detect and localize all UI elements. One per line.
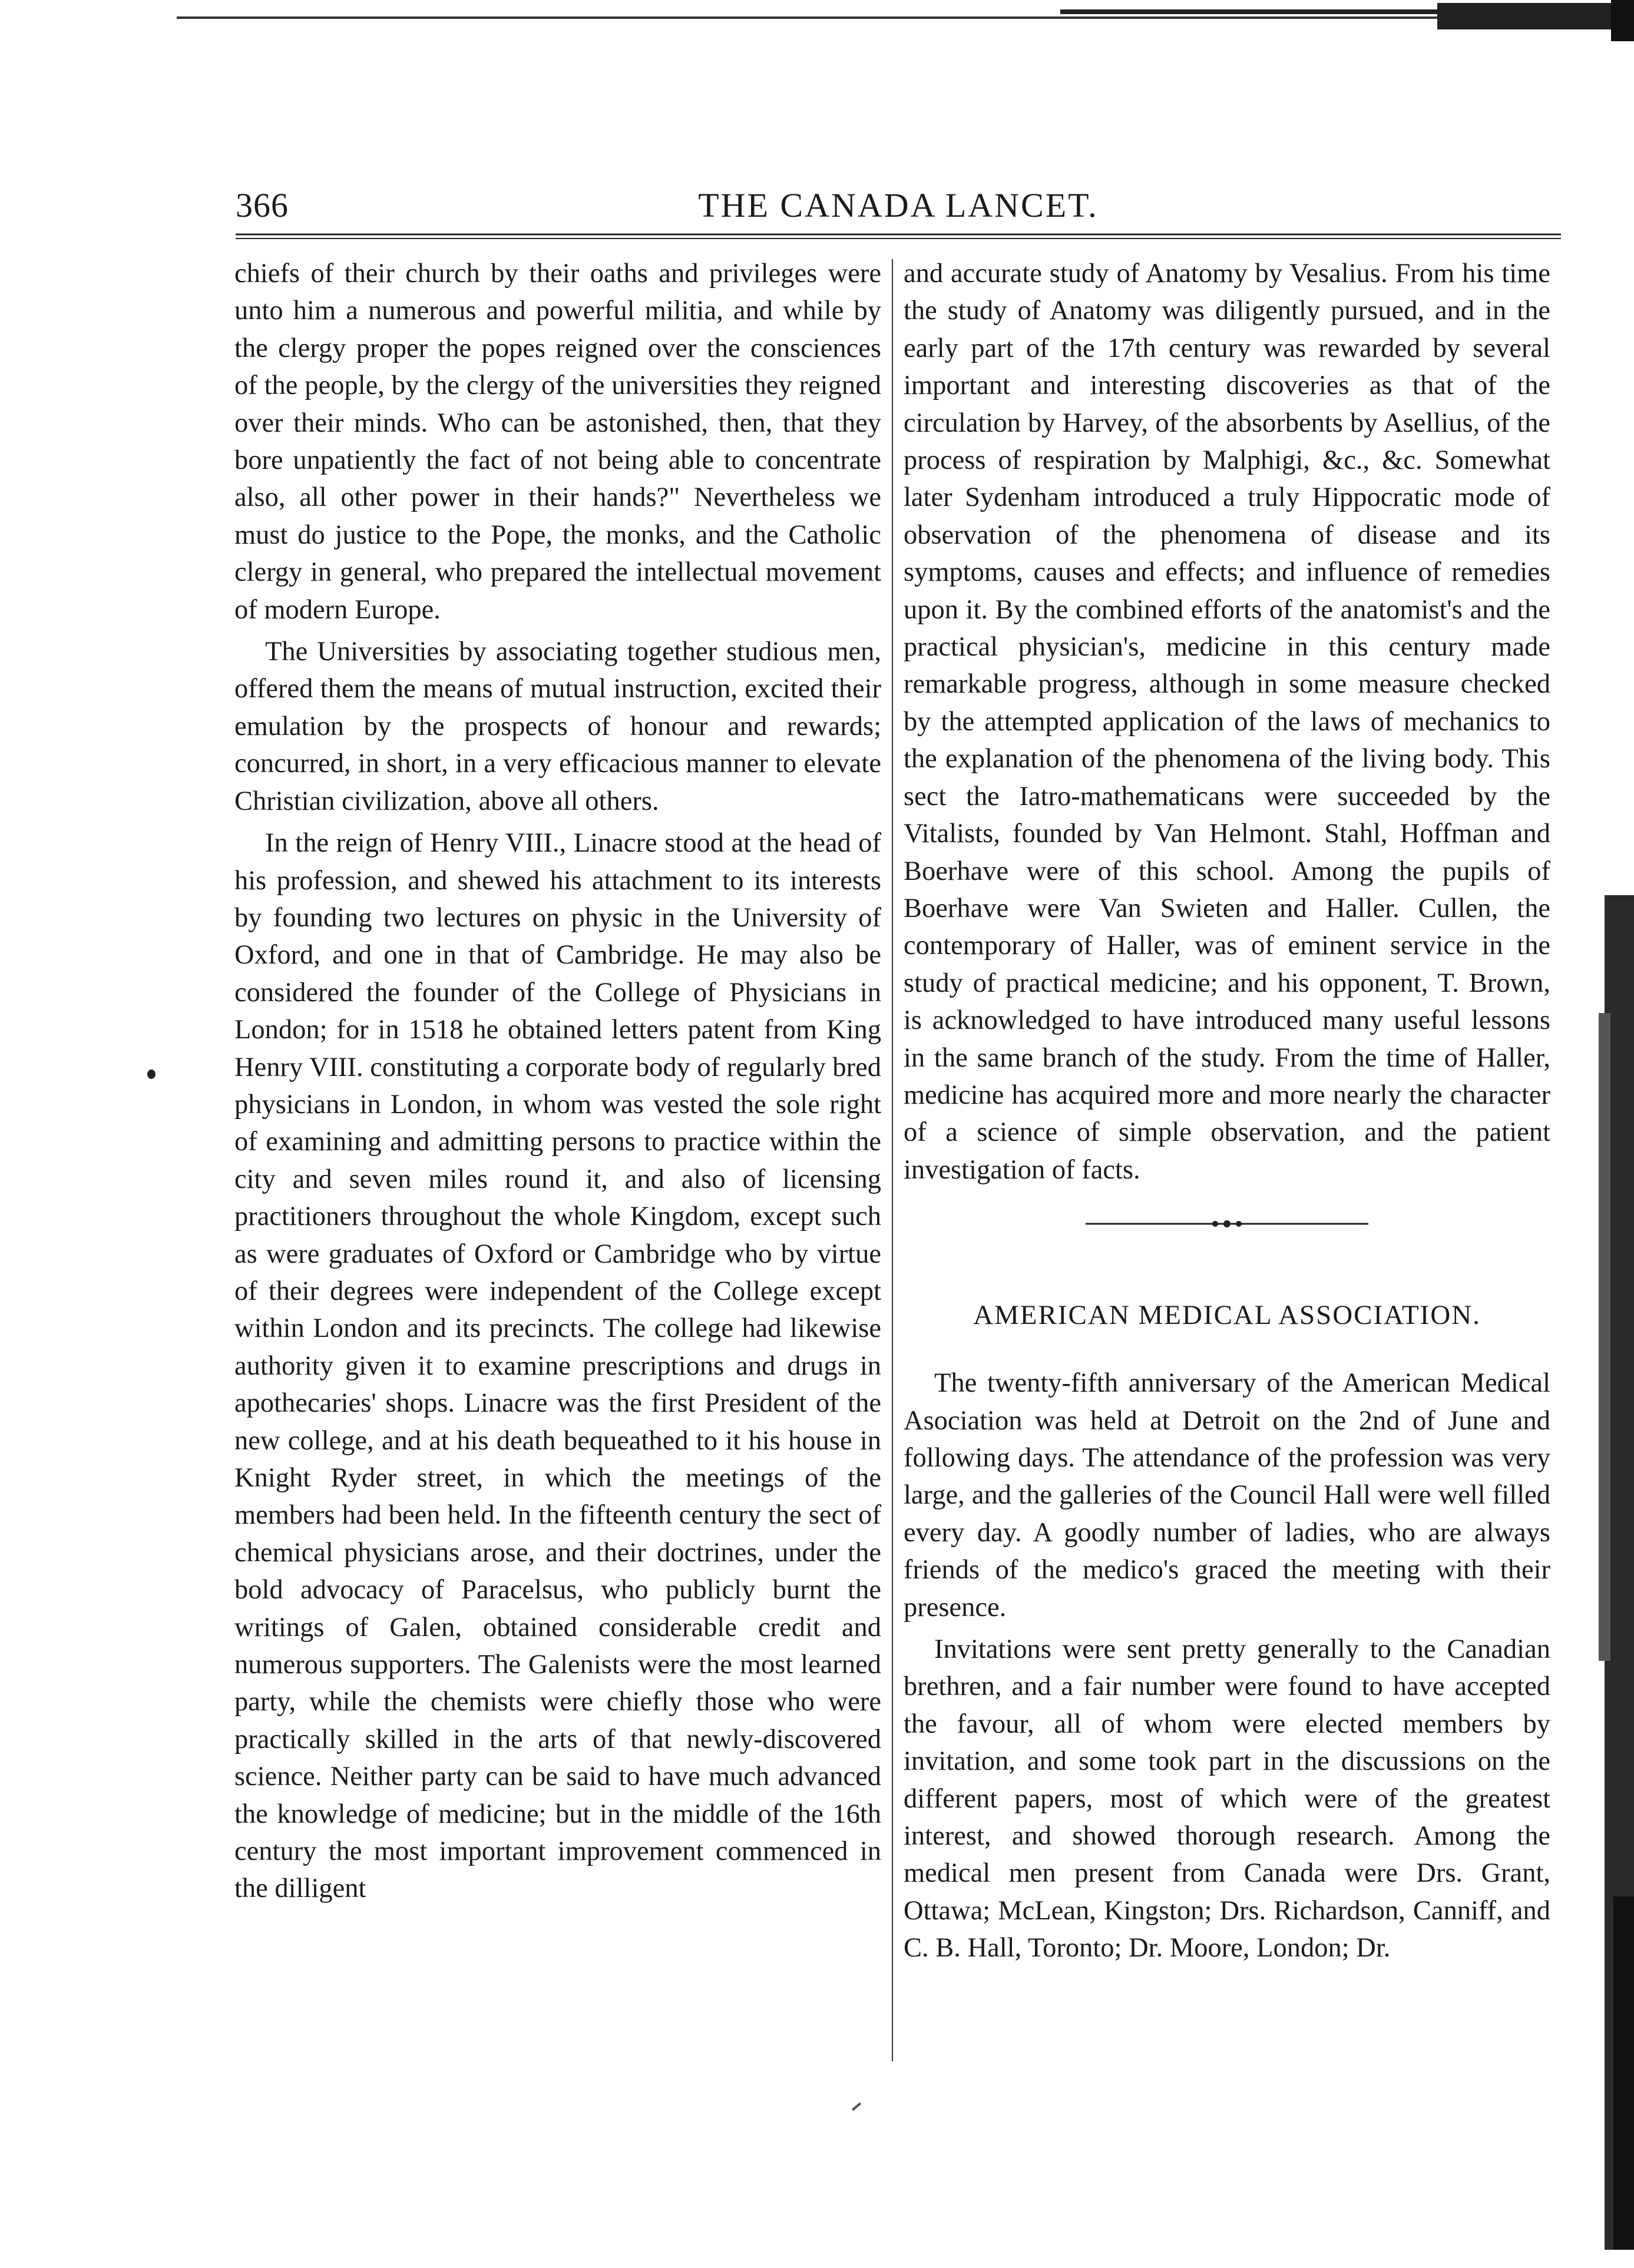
scan-edge-strip xyxy=(1581,895,1634,2250)
section-divider-ornament xyxy=(1050,1212,1404,1236)
running-title: THE CANADA LANCET. xyxy=(698,186,1099,224)
top-border-rule xyxy=(0,0,1634,41)
page-number: 366 xyxy=(236,186,289,224)
left-paragraph-2: The Universities by associating together studious men, offered them the means of mutual instruction, excited their emulation by the prospects of honour and rewards; concurred, in short, in a very efficacious manner to elevate Christian civilization, above all others. xyxy=(234,637,881,816)
right-paragraph-2: The twenty-fifth anniversary of the American Medical Asociation was held at Detroit on the 2nd of June and following days. The attendance of the profession was very large, and the galleries of the Council Hall were well filled every day. A goodly number of ladies, who are always friends of the medico's graced the meeting with their presence. xyxy=(904,1368,1550,1623)
section-heading: AMERICAN MEDICAL ASSOCIATION. xyxy=(973,1300,1481,1331)
left-paragraph-1: chiefs of their church by their oaths and privileges were unto him a numerous and powerful militia, and while by the clergy proper the popes reigned over the consciences of the people, by the clergy of the universities they reigned over their minds. Who can be astonished, then, that they bore unpatiently the fact of not being able to concentrate also, all other power in their hands?" Nevertheless we must do justice to the Pope, the monks, and the Catholic clergy in general, who prepared the intellectual movement of modern Europe. xyxy=(234,259,881,625)
stray-ink-mark xyxy=(852,2103,861,2111)
right-paragraph-1: and accurate study of Anatomy by Vesalius. From his time the study of Anatomy was diligently pursued, and in the early part of the 17th century was rewarded by several important and interesting discoveries as that of the circulation by Harvey, of the absorbents by Asellius, of the process of respiration by Malphigi, &c., &c. Somewhat later Sydenham introduced a truly Hippocratic mode of observation of the phenomena of disease and its symptoms, causes and effects; and influence of remedies upon it. By the combined efforts of the anatomist's and the practical physician's, medicine in this century made remarkable progress, although in some measure checked by the attempted application of the laws of mechanics to the explanation of the phenomena of the living body. This sect the Iatro-mathematicans were succeeded by the Vitalists, founded by Van Helmont. Stahl, Hoffman and Boerhave were of this school. Among the pupils of Boerhave were Van Swieten and Haller. Cullen, the contemporary of Haller, was of eminent service in the study of practical medicine; and his opponent, T. Brown, is acknowledged to have introduced many useful lessons in the same branch of the study. From the time of Haller, medicine has acquired more and more nearly the character of a science of simple observation, and the patient investigation of facts. xyxy=(904,259,1550,1185)
right-column xyxy=(904,255,1550,2069)
column-divider xyxy=(892,259,893,2061)
right-paragraph-3: Invitations were sent pretty generally to the Canadian brethren, and a fair number were found to have accepted the favour, all of whom were elected members by invitation, and some took part in the discussions on the different papers, most of which were of the greatest interest, and showed thorough research. Among the medical men present from Canada were Drs. Grant, Ottawa; McLean, Kingston; Drs. Richardson, Canniff, and C. B. Hall, Toronto; Dr. Moore, London; Dr. xyxy=(904,1634,1550,1964)
header-double-rule xyxy=(236,233,1561,241)
page-header xyxy=(236,186,1561,239)
margin-dot xyxy=(147,1070,156,1079)
left-column xyxy=(234,255,881,2069)
left-paragraph-3: In the reign of Henry VIII., Linacre stood at the head of his profession, and shewed his attachment to its interests by founding two lectures on physic in the University of Oxford, and one in that of Cambridge. He may also be considered the founder of the College of Physicians in London; for in 1518 he obtained letters patent from King Henry VIII. constituting a corporate body of regularly bred physicians in London, in whom was vested the sole right of examining and admitting persons to practice within the city and seven miles round it, and also of licensing practitioners throughout the whole Kingdom, except such as were graduates of Oxford or Cambridge who by virtue of their degrees were independent of the College except within London and its precincts. The college had likewise authority given it to examine prescriptions and drugs in apothecaries' shops. Linacre was the first President of the new college, and at his death bequeathed to it his house in Knight Ryder street, in which the meetings of the members had been held. In the fifteenth century the sect of chemical physicians arose, and their doctrines, under the bold advocacy of Paracelsus, who publicly burnt the writings of Galen, obtained considerable credit and numerous supporters. The Galenists were the most learned party, while the chemists were chiefly those who were practically skilled in the arts of that newly-discovered science. Neither party can be said to have much advanced the knowledge of medicine; but in the middle of the 16th century the most important improvement commenced in the dilligent xyxy=(234,828,881,1904)
